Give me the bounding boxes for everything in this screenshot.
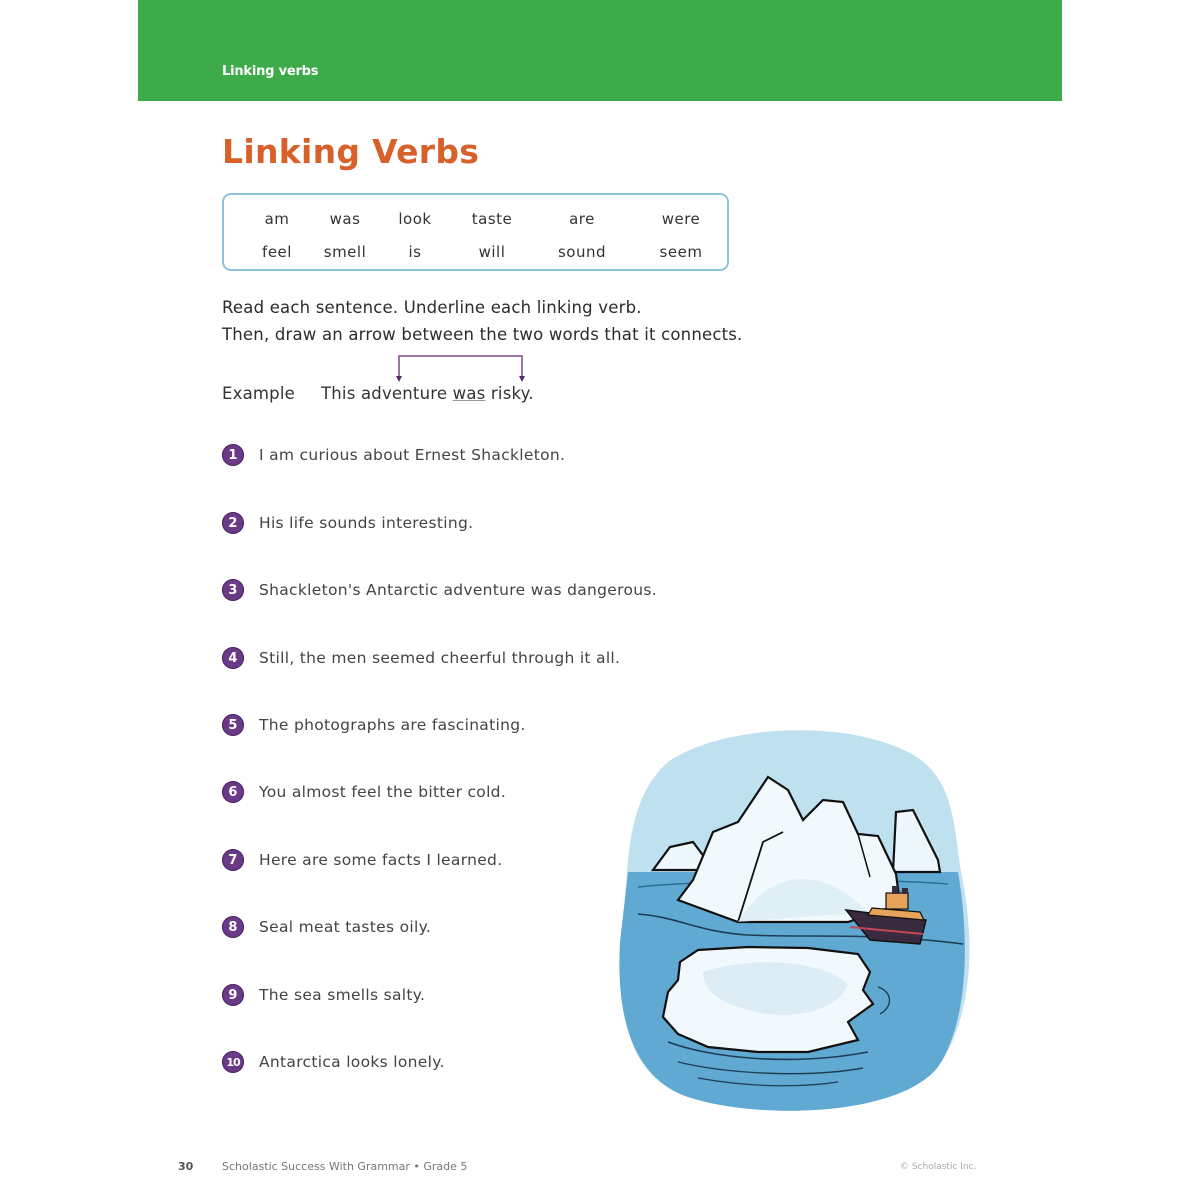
sentence[interactable]: Antarctica looks lonely.	[259, 1053, 445, 1071]
linking-verb-word-box	[222, 193, 729, 271]
word: feel	[262, 243, 292, 261]
number-badge: 6	[222, 781, 244, 803]
word: look	[398, 210, 432, 228]
number-badge: 3	[222, 579, 244, 601]
instruction-line-2: Then, draw an arrow between the two words that it connects.	[222, 325, 743, 344]
example-arrow-icon	[393, 352, 533, 384]
sentence[interactable]: The sea smells salty.	[259, 986, 426, 1004]
number-badge: 2	[222, 512, 244, 534]
word: sound	[557, 243, 607, 261]
number-badge: 1	[222, 444, 244, 466]
number-badge: 5	[222, 714, 244, 736]
sentence[interactable]: Seal meat tastes oily.	[259, 918, 432, 936]
word: smell	[323, 243, 367, 261]
example-text-before: This adventure	[321, 384, 453, 403]
sentence[interactable]: I am curious about Ernest Shackleton.	[259, 446, 566, 464]
example-label: Example	[222, 384, 295, 403]
iceberg-ship-illustration-icon	[608, 722, 978, 1117]
sentence[interactable]: His life sounds interesting.	[259, 514, 474, 532]
instruction-line-1: Read each sentence. Underline each linking verb.	[222, 298, 642, 317]
word: are	[569, 210, 595, 228]
list-item	[222, 444, 565, 466]
sentence[interactable]: The photographs are fascinating.	[259, 716, 526, 734]
list-item	[222, 1051, 445, 1073]
list-item	[222, 781, 506, 803]
sentence[interactable]: Here are some facts I learned.	[259, 851, 503, 869]
copyright: © Scholastic Inc.	[900, 1162, 977, 1172]
list-item	[222, 579, 657, 601]
footer-book-info	[178, 1160, 467, 1173]
book-title: Scholastic Success With Grammar • Grade 5	[222, 1160, 468, 1173]
sentence[interactable]: Shackleton's Antarctic adventure was dangerous.	[259, 581, 657, 599]
word: were	[661, 210, 701, 228]
number-badge: 7	[222, 849, 244, 871]
sentence[interactable]: Still, the men seemed cheerful through it all.	[259, 649, 621, 667]
worksheet-page	[138, 0, 1062, 1200]
number-badge: 8	[222, 916, 244, 938]
page-title: Linking Verbs	[222, 132, 480, 171]
example-sentence	[222, 384, 534, 403]
list-item	[222, 647, 620, 669]
example-text-after: risky.	[485, 384, 534, 403]
list-item	[222, 984, 425, 1006]
number-badge: 9	[222, 984, 244, 1006]
number-badge: 4	[222, 647, 244, 669]
word: was	[329, 210, 361, 228]
number-badge: 10	[222, 1051, 244, 1073]
list-item	[222, 512, 473, 534]
page-number: 30	[178, 1160, 194, 1173]
word: seem	[659, 243, 703, 261]
word: am	[264, 210, 290, 228]
sentence[interactable]: You almost feel the bitter cold.	[259, 783, 507, 801]
word: will	[478, 243, 506, 261]
instructions	[222, 294, 743, 348]
header-band	[138, 0, 1062, 101]
example-verb: was	[452, 384, 486, 403]
word: is	[408, 243, 422, 261]
section-label: Linking verbs	[222, 64, 319, 79]
list-item	[222, 916, 431, 938]
list-item	[222, 714, 526, 736]
list-item	[222, 849, 502, 871]
word: taste	[471, 210, 513, 228]
